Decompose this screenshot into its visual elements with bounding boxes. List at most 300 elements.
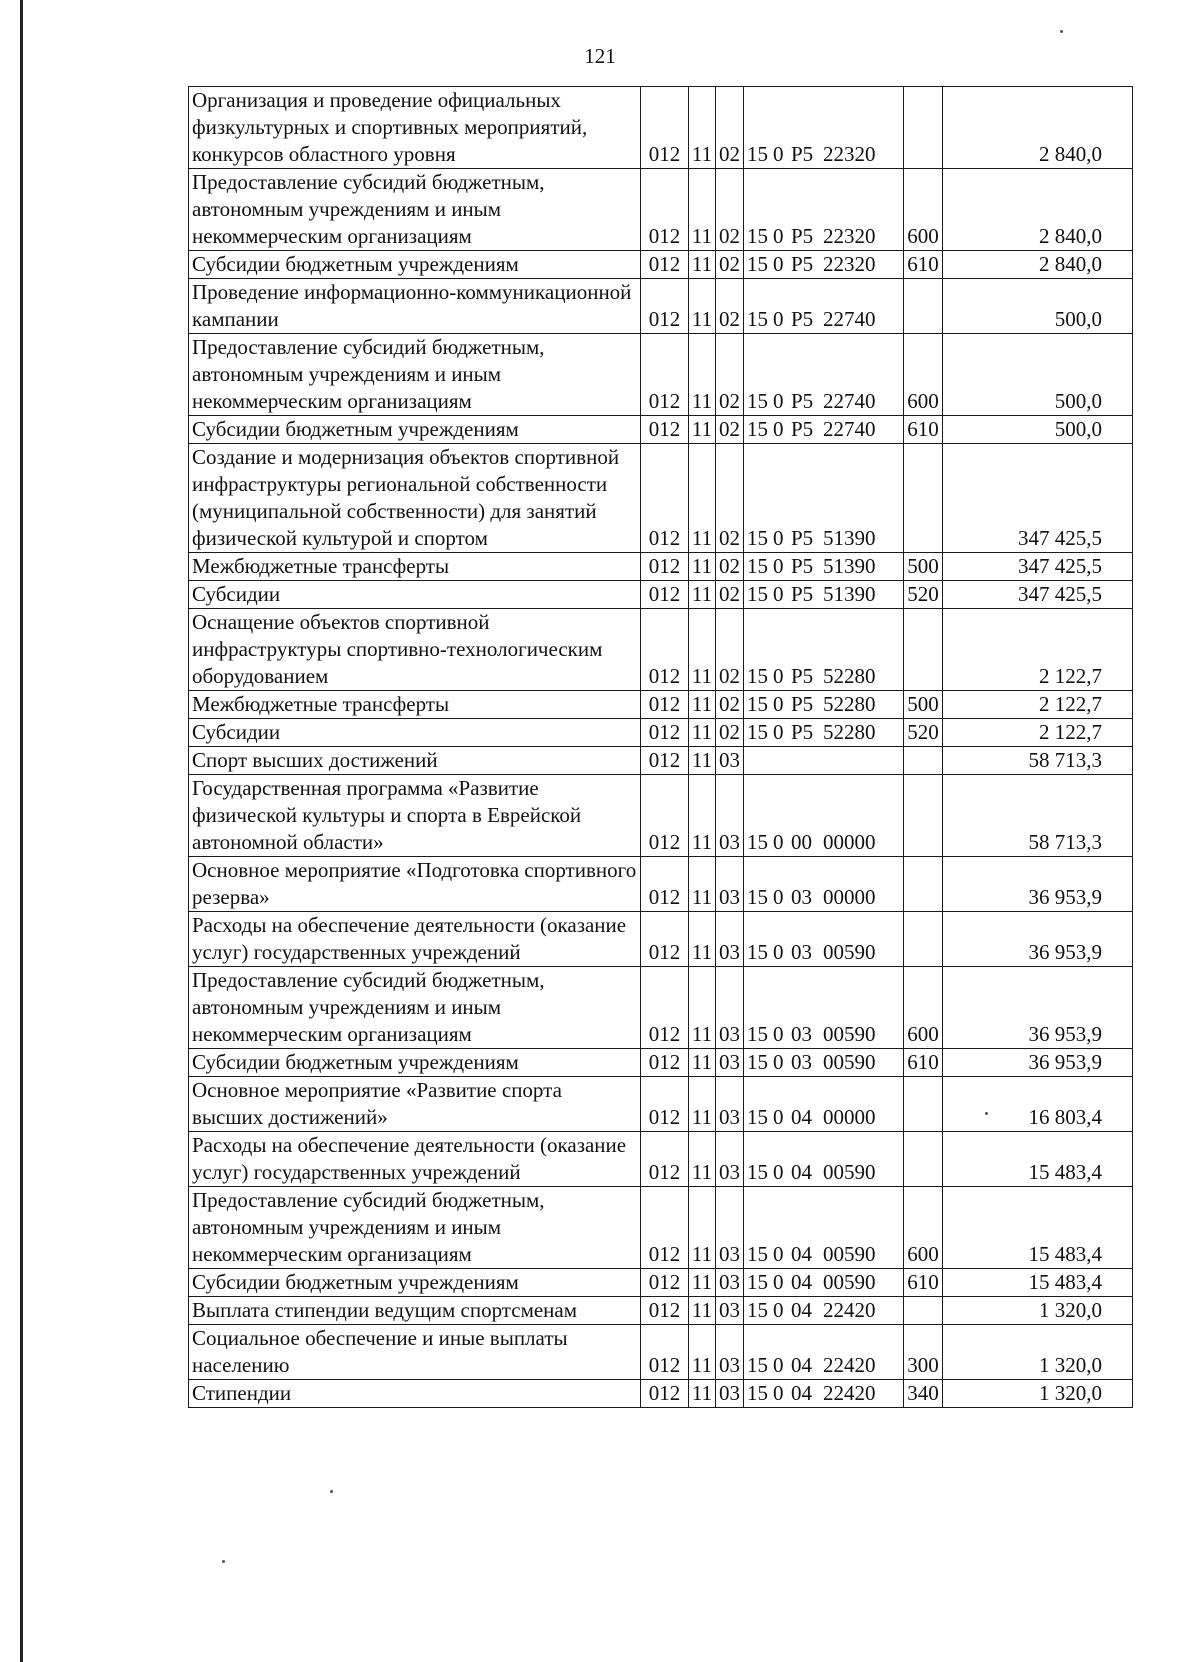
program-code-part: 0 xyxy=(773,417,784,441)
amount: 500,0 xyxy=(943,279,1133,334)
section-code: 11 xyxy=(689,1269,716,1297)
ministry-code: 012 xyxy=(641,251,689,279)
scan-speck xyxy=(330,1490,333,1493)
amount: 2 840,0 xyxy=(943,251,1133,279)
subsection-code: 02 xyxy=(716,87,744,169)
section-code: 11 xyxy=(689,912,716,967)
subsection-code: 03 xyxy=(716,1077,744,1132)
amount: 36 953,9 xyxy=(943,857,1133,912)
row-name: Создание и модернизация объектов спортивной инфраструктуры региональной собственности (муниципальной собственности) для занятий физической культурой и спортом xyxy=(189,444,641,553)
program-code-part: Р5 xyxy=(791,417,814,441)
program-code-part: 15 xyxy=(747,142,768,166)
table-row xyxy=(189,1187,1133,1269)
expense-type-code xyxy=(904,747,943,775)
table-row xyxy=(189,747,1133,775)
row-name: Расходы на обеспечение деятельности (оказание услуг) государственных учреждений xyxy=(189,1132,641,1187)
expense-type-code: 600 xyxy=(904,169,943,251)
program-code-part: 0 xyxy=(773,554,784,578)
subsection-code: 02 xyxy=(716,279,744,334)
ministry-code: 012 xyxy=(641,967,689,1049)
section-code: 11 xyxy=(689,416,716,444)
program-code xyxy=(744,609,904,691)
program-code-part: 52280 xyxy=(823,664,876,688)
ministry-code: 012 xyxy=(641,609,689,691)
program-code-part: 15 xyxy=(747,1270,768,1294)
program-code-part: 00590 xyxy=(823,1050,876,1074)
ministry-code: 012 xyxy=(641,581,689,609)
section-code: 11 xyxy=(689,553,716,581)
table-row xyxy=(189,691,1133,719)
program-code-part: Р5 xyxy=(791,526,814,550)
row-name: Субсидии xyxy=(189,719,641,747)
program-code-part: 15 xyxy=(747,940,768,964)
expense-type-code: 300 xyxy=(904,1325,943,1380)
subsection-code: 02 xyxy=(716,416,744,444)
program-code-part: 00590 xyxy=(823,1242,876,1266)
subsection-code: 03 xyxy=(716,1297,744,1325)
program-code-part: 15 xyxy=(747,720,768,744)
scan-speck xyxy=(985,1112,988,1115)
section-code: 11 xyxy=(689,279,716,334)
program-code-part: 0 xyxy=(773,1353,784,1377)
amount: 36 953,9 xyxy=(943,967,1133,1049)
expense-type-code: 610 xyxy=(904,416,943,444)
program-code-part: 04 xyxy=(791,1270,812,1294)
scan-speck xyxy=(1060,30,1063,33)
row-name: Социальное обеспечение и иные выплаты населению xyxy=(189,1325,641,1380)
program-code xyxy=(744,775,904,857)
program-code xyxy=(744,87,904,169)
program-code xyxy=(744,553,904,581)
program-code-part: 00590 xyxy=(823,1160,876,1184)
amount: 58 713,3 xyxy=(943,747,1133,775)
section-code: 11 xyxy=(689,775,716,857)
program-code-part: 22420 xyxy=(823,1298,876,1322)
subsection-code: 02 xyxy=(716,169,744,251)
section-code: 11 xyxy=(689,691,716,719)
program-code-part: 52280 xyxy=(823,720,876,744)
subsection-code: 02 xyxy=(716,609,744,691)
program-code xyxy=(744,1077,904,1132)
table-row xyxy=(189,1077,1133,1132)
subsection-code: 02 xyxy=(716,444,744,553)
amount: 347 425,5 xyxy=(943,444,1133,553)
program-code xyxy=(744,416,904,444)
row-name: Стипендии xyxy=(189,1380,641,1408)
expense-type-code: 600 xyxy=(904,967,943,1049)
program-code-part: 00590 xyxy=(823,940,876,964)
program-code-part: 00000 xyxy=(823,1105,876,1129)
ministry-code: 012 xyxy=(641,1297,689,1325)
expense-type-code: 610 xyxy=(904,1269,943,1297)
program-code-part: Р5 xyxy=(791,554,814,578)
program-code-part: Р5 xyxy=(791,307,814,331)
ministry-code: 012 xyxy=(641,1325,689,1380)
program-code-part: 22320 xyxy=(823,142,876,166)
program-code-part: Р5 xyxy=(791,692,814,716)
section-code: 11 xyxy=(689,1077,716,1132)
program-code-part: 00590 xyxy=(823,1022,876,1046)
expense-type-code xyxy=(904,1132,943,1187)
table-row xyxy=(189,1297,1133,1325)
table-row xyxy=(189,581,1133,609)
budget-table xyxy=(188,86,1133,1408)
subsection-code: 02 xyxy=(716,553,744,581)
program-code-part: 15 xyxy=(747,417,768,441)
subsection-code: 03 xyxy=(716,1049,744,1077)
amount: 2 122,7 xyxy=(943,609,1133,691)
program-code-part: 15 xyxy=(747,692,768,716)
table-row xyxy=(189,1132,1133,1187)
program-code-part: 15 xyxy=(747,1160,768,1184)
section-code: 11 xyxy=(689,1380,716,1408)
expense-type-code: 340 xyxy=(904,1380,943,1408)
program-code-part: 04 xyxy=(791,1105,812,1129)
section-code: 11 xyxy=(689,169,716,251)
program-code-part: 0 xyxy=(773,307,784,331)
program-code-part: 04 xyxy=(791,1160,812,1184)
program-code xyxy=(744,1325,904,1380)
program-code-part: 15 xyxy=(747,389,768,413)
expense-type-code: 600 xyxy=(904,334,943,416)
expense-type-code: 520 xyxy=(904,581,943,609)
expense-type-code xyxy=(904,444,943,553)
expense-type-code: 610 xyxy=(904,1049,943,1077)
program-code xyxy=(744,444,904,553)
table-row xyxy=(189,1380,1133,1408)
ministry-code: 012 xyxy=(641,279,689,334)
subsection-code: 03 xyxy=(716,1269,744,1297)
program-code-part: 22740 xyxy=(823,389,876,413)
section-code: 11 xyxy=(689,87,716,169)
program-code xyxy=(744,747,904,775)
expense-type-code xyxy=(904,279,943,334)
program-code xyxy=(744,581,904,609)
program-code-part: 15 xyxy=(747,1050,768,1074)
ministry-code: 012 xyxy=(641,1132,689,1187)
program-code-part: 51390 xyxy=(823,526,876,550)
program-code-part: 15 xyxy=(747,582,768,606)
table-row xyxy=(189,87,1133,169)
program-code-part: 15 xyxy=(747,526,768,550)
row-name: Основное мероприятие «Подготовка спортивного резерва» xyxy=(189,857,641,912)
program-code-part: 0 xyxy=(773,224,784,248)
row-name: Субсидии бюджетным учреждениям xyxy=(189,416,641,444)
program-code xyxy=(744,1380,904,1408)
program-code-part: 15 xyxy=(747,1105,768,1129)
program-code-part: 03 xyxy=(791,885,812,909)
program-code xyxy=(744,279,904,334)
amount: 500,0 xyxy=(943,416,1133,444)
subsection-code: 03 xyxy=(716,912,744,967)
program-code-part: 0 xyxy=(773,1050,784,1074)
table-row xyxy=(189,334,1133,416)
program-code-part: Р5 xyxy=(791,664,814,688)
section-code: 11 xyxy=(689,581,716,609)
ministry-code: 012 xyxy=(641,1380,689,1408)
row-name: Выплата стипендии ведущим спортсменам xyxy=(189,1297,641,1325)
amount: 347 425,5 xyxy=(943,553,1133,581)
program-code-part: Р5 xyxy=(791,720,814,744)
program-code-part: 15 xyxy=(747,224,768,248)
program-code-part: 0 xyxy=(773,582,784,606)
ministry-code: 012 xyxy=(641,691,689,719)
amount: 500,0 xyxy=(943,334,1133,416)
subsection-code: 03 xyxy=(716,857,744,912)
program-code-part: 04 xyxy=(791,1242,812,1266)
program-code-part: 03 xyxy=(791,1022,812,1046)
table-row xyxy=(189,444,1133,553)
section-code: 11 xyxy=(689,1132,716,1187)
table-row xyxy=(189,1049,1133,1077)
expense-type-code: 600 xyxy=(904,1187,943,1269)
table-row xyxy=(189,609,1133,691)
program-code-part: 15 xyxy=(747,1381,768,1405)
program-code-part: 15 xyxy=(747,554,768,578)
row-name: Государственная программа «Развитие физической культуры и спорта в Еврейской автономной области» xyxy=(189,775,641,857)
program-code xyxy=(744,912,904,967)
amount: 1 320,0 xyxy=(943,1380,1133,1408)
table-row xyxy=(189,251,1133,279)
row-name: Основное мероприятие «Развитие спорта высших достижений» xyxy=(189,1077,641,1132)
subsection-code: 02 xyxy=(716,719,744,747)
row-name: Проведение информационно-коммуникационной кампании xyxy=(189,279,641,334)
program-code-part: 15 xyxy=(747,885,768,909)
program-code-part: 04 xyxy=(791,1353,812,1377)
program-code xyxy=(744,169,904,251)
program-code-part: 00590 xyxy=(823,1270,876,1294)
budget-table-body xyxy=(189,87,1133,1408)
row-name: Спорт высших достижений xyxy=(189,747,641,775)
expense-type-code xyxy=(904,87,943,169)
section-code: 11 xyxy=(689,251,716,279)
ministry-code: 012 xyxy=(641,444,689,553)
program-code-part: 0 xyxy=(773,526,784,550)
subsection-code: 03 xyxy=(716,1187,744,1269)
amount: 58 713,3 xyxy=(943,775,1133,857)
program-code-part: 22740 xyxy=(823,417,876,441)
subsection-code: 03 xyxy=(716,967,744,1049)
subsection-code: 02 xyxy=(716,691,744,719)
table-row xyxy=(189,912,1133,967)
subsection-code: 03 xyxy=(716,775,744,857)
program-code-part: Р5 xyxy=(791,582,814,606)
amount: 36 953,9 xyxy=(943,1049,1133,1077)
amount: 2 840,0 xyxy=(943,87,1133,169)
row-name: Субсидии бюджетным учреждениям xyxy=(189,1049,641,1077)
program-code-part: 0 xyxy=(773,1298,784,1322)
table-row xyxy=(189,169,1133,251)
program-code xyxy=(744,1049,904,1077)
ministry-code: 012 xyxy=(641,1077,689,1132)
ministry-code: 012 xyxy=(641,912,689,967)
program-code-part: 15 xyxy=(747,252,768,276)
section-code: 11 xyxy=(689,1049,716,1077)
program-code-part: Р5 xyxy=(791,142,814,166)
program-code-part: 0 xyxy=(773,720,784,744)
table-row xyxy=(189,279,1133,334)
section-code: 11 xyxy=(689,609,716,691)
row-name: Субсидии xyxy=(189,581,641,609)
amount: 1 320,0 xyxy=(943,1297,1133,1325)
table-row xyxy=(189,1269,1133,1297)
row-name: Организация и проведение официальных физкультурных и спортивных мероприятий, конкурсов областного уровня xyxy=(189,87,641,169)
subsection-code: 02 xyxy=(716,334,744,416)
ministry-code: 012 xyxy=(641,169,689,251)
program-code xyxy=(744,1187,904,1269)
ministry-code: 012 xyxy=(641,775,689,857)
table-row xyxy=(189,967,1133,1049)
program-code xyxy=(744,1269,904,1297)
section-code: 11 xyxy=(689,857,716,912)
program-code xyxy=(744,334,904,416)
program-code-part: 04 xyxy=(791,1381,812,1405)
row-name: Предоставление субсидий бюджетным, автономным учреждениям и иным некоммерческим организациям xyxy=(189,1187,641,1269)
program-code-part: 0 xyxy=(773,692,784,716)
program-code-part: 15 xyxy=(747,1022,768,1046)
program-code-part: Р5 xyxy=(791,389,814,413)
program-code xyxy=(744,719,904,747)
program-code-part: 15 xyxy=(747,307,768,331)
section-code: 11 xyxy=(689,747,716,775)
row-name: Предоставление субсидий бюджетным, автономным учреждениям и иным некоммерческим организациям xyxy=(189,967,641,1049)
program-code-part: Р5 xyxy=(791,252,814,276)
amount: 2 122,7 xyxy=(943,691,1133,719)
program-code-part: 51390 xyxy=(823,582,876,606)
program-code-part: 15 xyxy=(747,1298,768,1322)
scan-margin-rule xyxy=(20,0,23,1662)
amount: 347 425,5 xyxy=(943,581,1133,609)
row-name: Межбюджетные трансферты xyxy=(189,553,641,581)
program-code-part: 0 xyxy=(773,1242,784,1266)
table-row xyxy=(189,1325,1133,1380)
program-code-part: 22420 xyxy=(823,1381,876,1405)
ministry-code: 012 xyxy=(641,416,689,444)
section-code: 11 xyxy=(689,334,716,416)
subsection-code: 02 xyxy=(716,251,744,279)
program-code-part: 0 xyxy=(773,1270,784,1294)
expense-type-code xyxy=(904,609,943,691)
expense-type-code xyxy=(904,857,943,912)
expense-type-code xyxy=(904,912,943,967)
program-code-part: 00000 xyxy=(823,830,876,854)
table-row xyxy=(189,416,1133,444)
section-code: 11 xyxy=(689,1325,716,1380)
section-code: 11 xyxy=(689,1187,716,1269)
program-code-part: 0 xyxy=(773,1381,784,1405)
row-name: Межбюджетные трансферты xyxy=(189,691,641,719)
amount: 1 320,0 xyxy=(943,1325,1133,1380)
ministry-code: 012 xyxy=(641,87,689,169)
subsection-code: 03 xyxy=(716,1132,744,1187)
program-code-part: 0 xyxy=(773,252,784,276)
amount: 15 483,4 xyxy=(943,1187,1133,1269)
row-name: Субсидии бюджетным учреждениям xyxy=(189,1269,641,1297)
ministry-code: 012 xyxy=(641,1049,689,1077)
subsection-code: 02 xyxy=(716,581,744,609)
page-number: 121 xyxy=(584,44,616,68)
expense-type-code xyxy=(904,1297,943,1325)
subsection-code: 03 xyxy=(716,1380,744,1408)
ministry-code: 012 xyxy=(641,719,689,747)
amount: 2 840,0 xyxy=(943,169,1133,251)
expense-type-code: 520 xyxy=(904,719,943,747)
expense-type-code xyxy=(904,1077,943,1132)
section-code: 11 xyxy=(689,719,716,747)
program-code-part: 22420 xyxy=(823,1353,876,1377)
program-code-part: Р5 xyxy=(791,224,814,248)
program-code-part: 51390 xyxy=(823,554,876,578)
program-code-part: 0 xyxy=(773,940,784,964)
program-code-part: 22740 xyxy=(823,307,876,331)
program-code-part: 04 xyxy=(791,1298,812,1322)
program-code xyxy=(744,1297,904,1325)
row-name: Предоставление субсидий бюджетным, автономным учреждениям и иным некоммерческим организациям xyxy=(189,334,641,416)
section-code: 11 xyxy=(689,967,716,1049)
ministry-code: 012 xyxy=(641,857,689,912)
row-name: Оснащение объектов спортивной инфраструктуры спортивно-технологическим оборудованием xyxy=(189,609,641,691)
program-code-part: 15 xyxy=(747,830,768,854)
table-row xyxy=(189,719,1133,747)
ministry-code: 012 xyxy=(641,1187,689,1269)
program-code-part: 0 xyxy=(773,1105,784,1129)
program-code-part: 0 xyxy=(773,885,784,909)
subsection-code: 03 xyxy=(716,747,744,775)
table-row xyxy=(189,775,1133,857)
program-code-part: 15 xyxy=(747,1353,768,1377)
program-code-part: 00000 xyxy=(823,885,876,909)
program-code-part: 0 xyxy=(773,664,784,688)
program-code-part: 22320 xyxy=(823,252,876,276)
program-code-part: 03 xyxy=(791,940,812,964)
table-row xyxy=(189,857,1133,912)
program-code-part: 52280 xyxy=(823,692,876,716)
program-code-part: 15 xyxy=(747,664,768,688)
ministry-code: 012 xyxy=(641,747,689,775)
program-code-part: 0 xyxy=(773,389,784,413)
program-code xyxy=(744,691,904,719)
program-code-part: 0 xyxy=(773,1160,784,1184)
program-code-part: 0 xyxy=(773,142,784,166)
amount: 16 803,4 xyxy=(943,1077,1133,1132)
subsection-code: 03 xyxy=(716,1325,744,1380)
row-name: Предоставление субсидий бюджетным, автономным учреждениям и иным некоммерческим организациям xyxy=(189,169,641,251)
program-code-part: 22320 xyxy=(823,224,876,248)
program-code-part: 15 xyxy=(747,1242,768,1266)
amount: 2 122,7 xyxy=(943,719,1133,747)
ministry-code: 012 xyxy=(641,553,689,581)
program-code-part: 00 xyxy=(791,830,812,854)
expense-type-code: 500 xyxy=(904,691,943,719)
amount: 15 483,4 xyxy=(943,1269,1133,1297)
ministry-code: 012 xyxy=(641,334,689,416)
section-code: 11 xyxy=(689,1297,716,1325)
ministry-code: 012 xyxy=(641,1269,689,1297)
expense-type-code: 500 xyxy=(904,553,943,581)
program-code xyxy=(744,251,904,279)
program-code xyxy=(744,857,904,912)
program-code xyxy=(744,967,904,1049)
row-name: Расходы на обеспечение деятельности (оказание услуг) государственных учреждений xyxy=(189,912,641,967)
amount: 36 953,9 xyxy=(943,912,1133,967)
program-code xyxy=(744,1132,904,1187)
expense-type-code: 610 xyxy=(904,251,943,279)
amount: 15 483,4 xyxy=(943,1132,1133,1187)
section-code: 11 xyxy=(689,444,716,553)
program-code-part: 03 xyxy=(791,1050,812,1074)
program-code-part: 0 xyxy=(773,830,784,854)
row-name: Субсидии бюджетным учреждениям xyxy=(189,251,641,279)
